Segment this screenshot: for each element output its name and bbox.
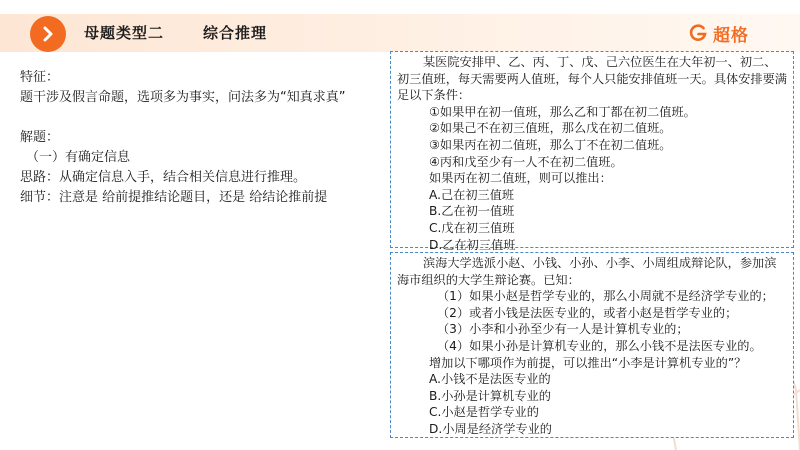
condition-item: ②如果己不在初三值班，那么戊在初二值班。 xyxy=(429,121,672,136)
page-title: 母题类型二 xyxy=(84,24,165,42)
idea-text: 思路：从确定信息入手，结合相关信息进行推理。 xyxy=(20,170,307,185)
question-stem: 滨海大学选派小赵、小钱、小孙、小李、小周组成辩论队，参加滨海市组织的大学生辩论赛。已知： xyxy=(397,256,777,287)
question-prompt: 如果丙在初二值班，则可以推出： xyxy=(429,171,612,186)
brand-g-icon xyxy=(688,23,708,43)
brand-logo xyxy=(688,20,749,46)
option-a: A.己在初三值班 xyxy=(429,187,515,202)
condition-item: （4）如果小孙是计算机专业的，那么小钱不是法医专业的。 xyxy=(437,338,762,353)
condition-item: ④丙和戊至少有一人不在初二值班。 xyxy=(429,154,623,169)
option-d: D.小周是经济学专业的 xyxy=(429,421,552,436)
option-b: B.小孙是计算机专业的 xyxy=(429,388,551,403)
condition-item: ③如果丙在初二值班，那么丁不在初二值班。 xyxy=(429,137,672,152)
question-prompt: 增加以下哪项作为前提，可以推出“小李是计算机专业的”？ xyxy=(429,355,747,370)
question-card-2 xyxy=(390,252,794,438)
notes-panel xyxy=(20,68,390,208)
solution-heading: 解题： xyxy=(20,130,60,145)
option-c: C.小赵是哲学专业的 xyxy=(429,405,539,420)
case-heading: （一）有确定信息 xyxy=(26,150,131,165)
condition-item: ①如果甲在初一值班，那么乙和丁都在初二值班。 xyxy=(429,104,696,119)
option-b: B.乙在初一值班 xyxy=(429,204,515,219)
condition-item: （3）小李和小孙至少有一人是计算机专业的； xyxy=(437,322,689,337)
page-subtitle: 综合推理 xyxy=(203,24,268,42)
option-a: A.小钱不是法医专业的 xyxy=(429,372,551,387)
question-stem: 某医院安排甲、乙、丙、丁、戊、己六位医生在大年初一、初二、初三值班，每天需要两人值班，每个人只能安排值班一天。具体安排要满足以下条件： xyxy=(397,55,787,103)
condition-item: （1）如果小赵是哲学专业的，那么小周就不是经济学专业的； xyxy=(437,289,774,304)
condition-item: （2）或者小钱是法医专业的，或者小赵是哲学专业的； xyxy=(437,305,738,320)
question-card-1 xyxy=(390,51,794,252)
feature-heading: 特征： xyxy=(20,70,60,85)
brand-name: 超格 xyxy=(713,25,749,46)
chevron-right-icon xyxy=(30,16,66,52)
option-d: D.乙在初三值班 xyxy=(429,237,516,252)
feature-text: 题干涉及假言命题，选项多为事实，问法多为“知真求真” xyxy=(20,90,346,105)
detail-text: 细节：注意是 给前提推结论题目，还是 给结论推前提 xyxy=(20,190,328,205)
option-c: C.戊在初三值班 xyxy=(429,220,515,235)
